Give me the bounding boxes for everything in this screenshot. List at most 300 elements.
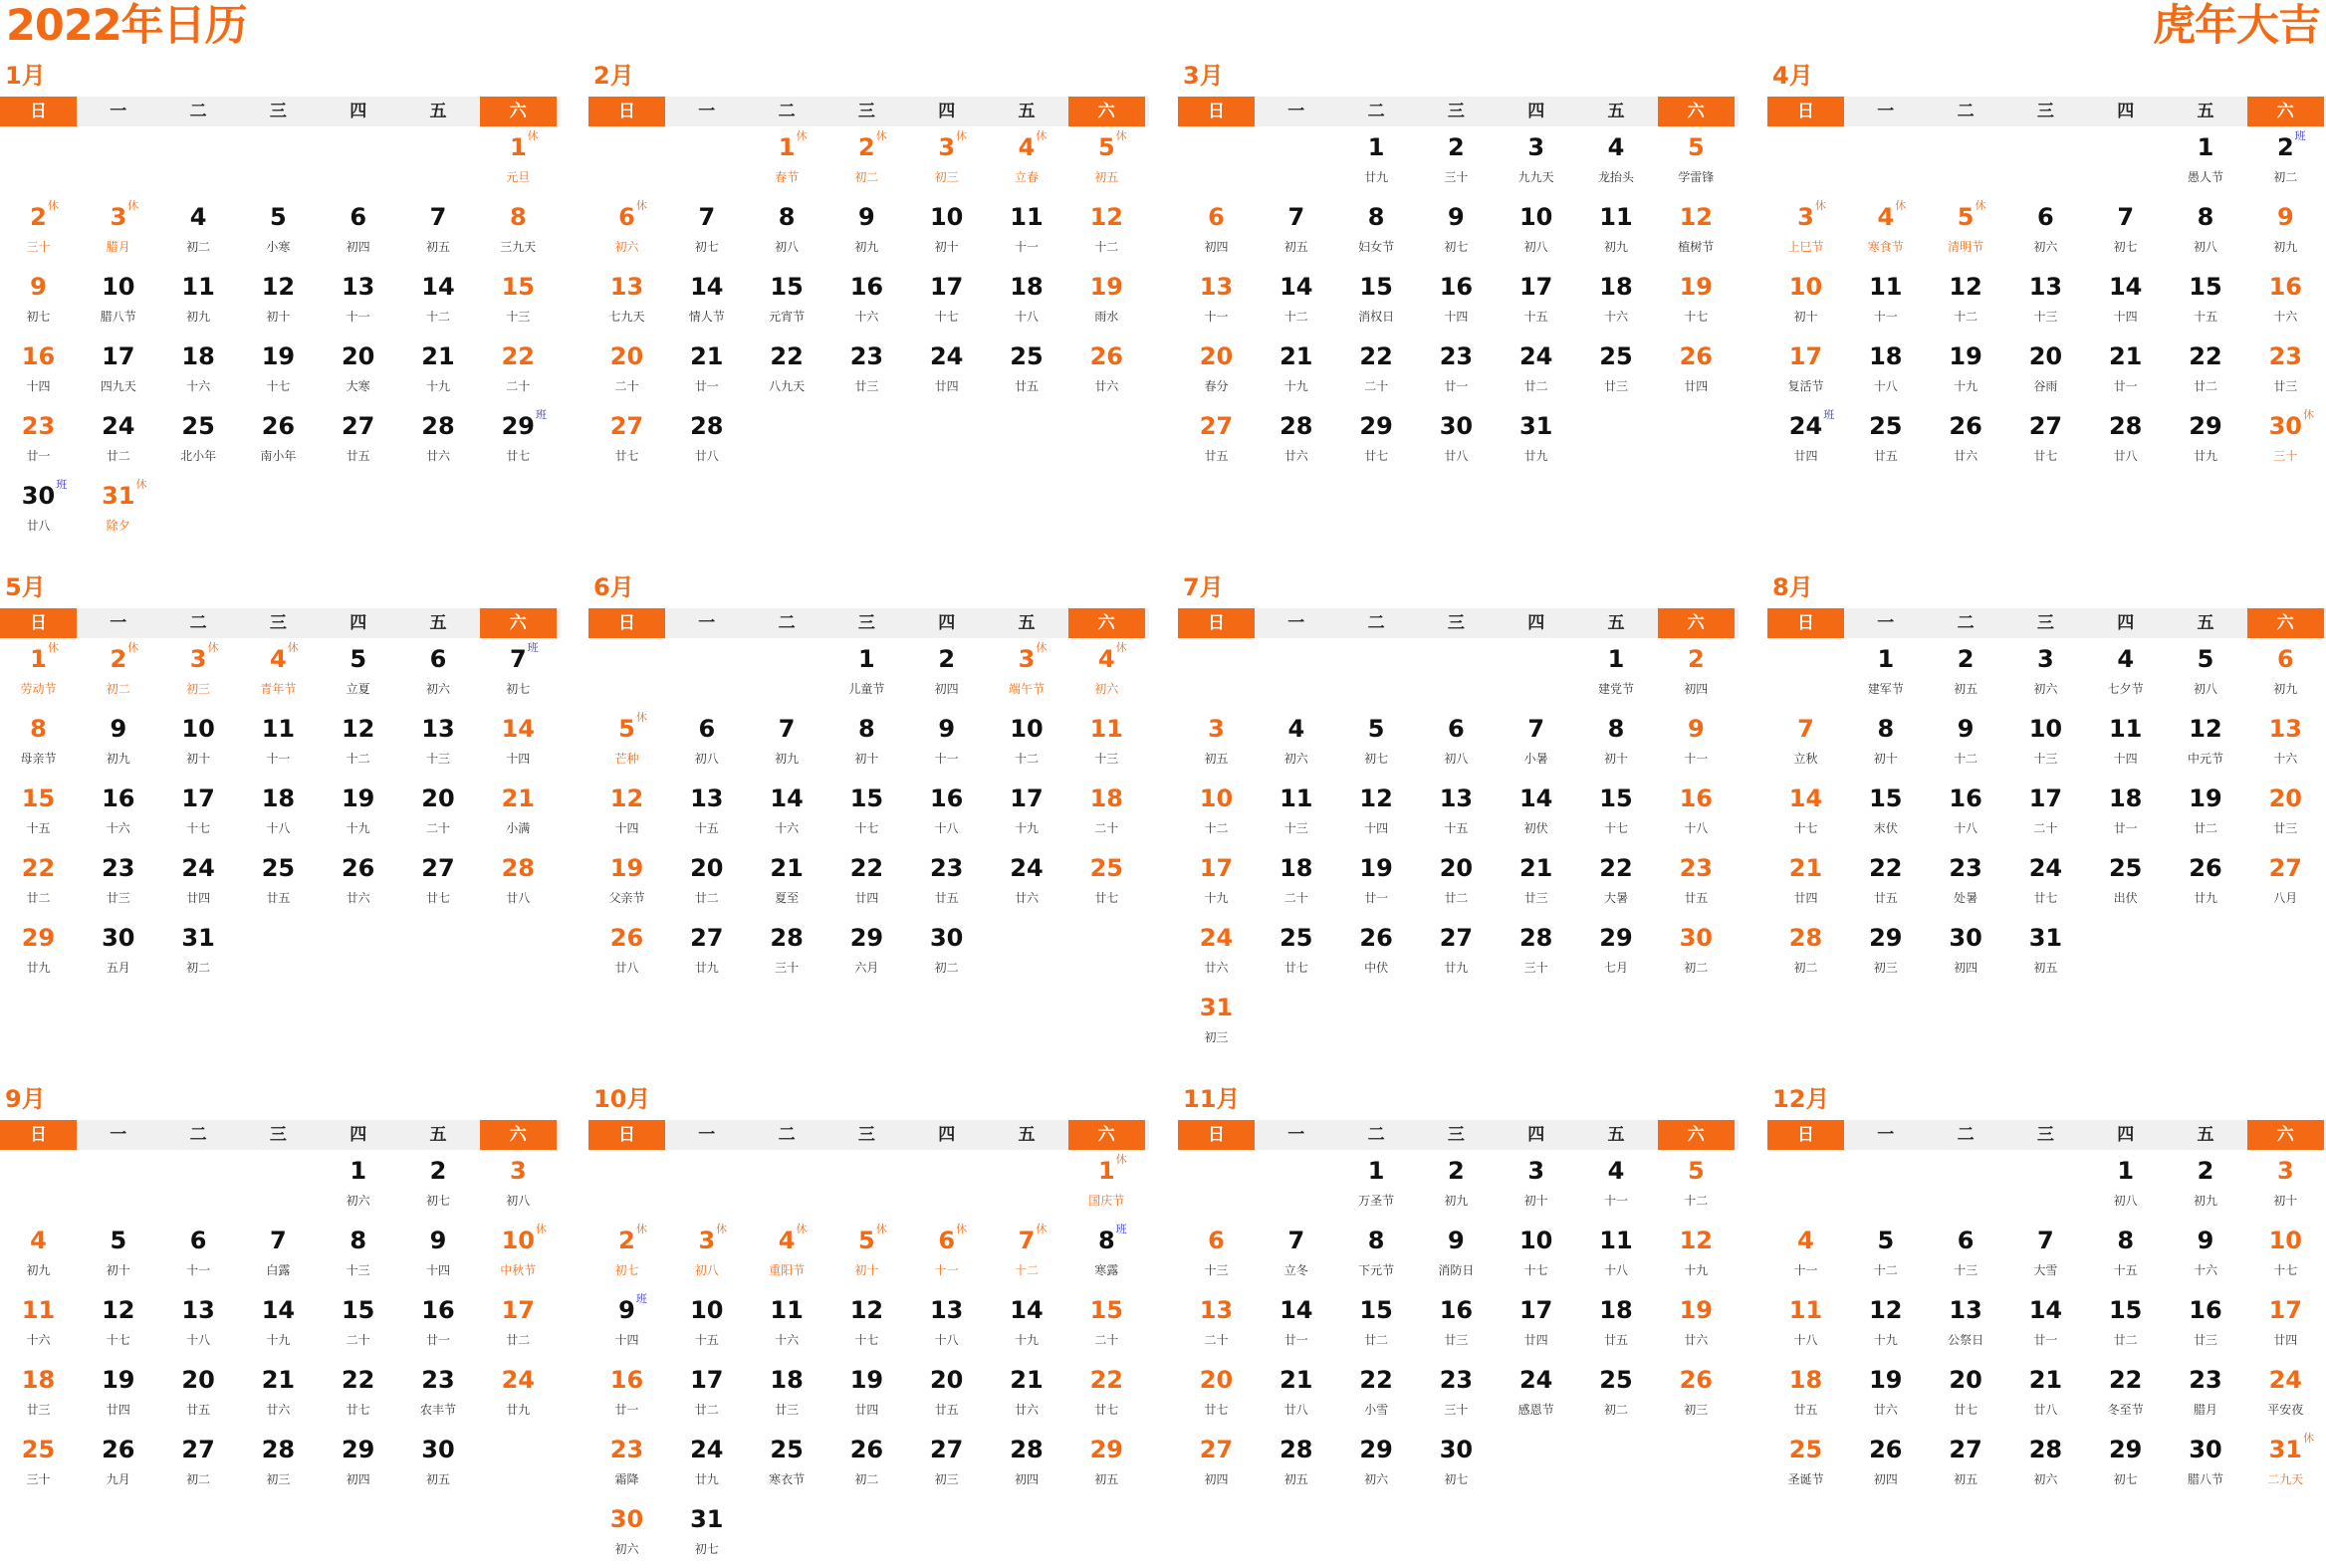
day-cell[interactable]	[1418, 266, 1495, 336]
day-cell[interactable]	[908, 917, 985, 987]
day-cell[interactable]	[1178, 1429, 1255, 1498]
day-cell[interactable]	[1258, 336, 1334, 405]
day-cell[interactable]	[1178, 405, 1255, 475]
day-cell[interactable]	[1578, 1289, 1655, 1359]
day-cell[interactable]	[828, 917, 905, 987]
day-cell[interactable]	[2087, 1150, 2164, 1220]
day-cell[interactable]	[908, 336, 985, 405]
day-cell[interactable]	[80, 266, 156, 336]
day-cell[interactable]	[1418, 126, 1495, 196]
day-cell[interactable]	[320, 1359, 396, 1429]
day-cell[interactable]	[400, 847, 477, 917]
day-cell[interactable]	[0, 847, 77, 917]
day-cell[interactable]	[160, 266, 237, 336]
day-cell[interactable]	[2087, 1359, 2164, 1429]
day-cell[interactable]	[1578, 847, 1655, 917]
day-cell[interactable]	[320, 1220, 396, 1289]
day-cell[interactable]	[2007, 638, 2084, 708]
day-cell[interactable]	[2168, 1359, 2244, 1429]
day-cell[interactable]	[1767, 1429, 1844, 1498]
day-cell[interactable]	[2247, 126, 2324, 196]
day-cell[interactable]	[1068, 1359, 1145, 1429]
day-cell[interactable]	[1578, 638, 1655, 708]
day-cell[interactable]	[0, 475, 77, 545]
day-cell[interactable]	[668, 917, 745, 987]
day-cell[interactable]	[588, 196, 665, 266]
day-cell[interactable]	[1178, 1359, 1255, 1429]
day-cell[interactable]	[80, 847, 156, 917]
day-cell[interactable]	[1767, 708, 1844, 778]
day-cell[interactable]	[1578, 1150, 1655, 1220]
day-cell[interactable]	[1847, 847, 1924, 917]
day-cell[interactable]	[320, 847, 396, 917]
day-cell[interactable]	[1658, 1359, 1735, 1429]
day-cell[interactable]	[480, 638, 557, 708]
day-cell[interactable]	[588, 336, 665, 405]
day-cell[interactable]	[2087, 847, 2164, 917]
day-cell[interactable]	[0, 708, 77, 778]
day-cell[interactable]	[1767, 917, 1844, 987]
day-cell[interactable]	[668, 336, 745, 405]
day-cell[interactable]	[1338, 847, 1415, 917]
day-cell[interactable]	[2168, 778, 2244, 847]
day-cell[interactable]	[480, 1220, 557, 1289]
day-cell[interactable]	[240, 1220, 317, 1289]
day-cell[interactable]	[1658, 266, 1735, 336]
day-cell[interactable]	[2007, 1429, 2084, 1498]
day-cell[interactable]	[989, 1220, 1065, 1289]
day-cell[interactable]	[2007, 847, 2084, 917]
day-cell[interactable]	[160, 336, 237, 405]
day-cell[interactable]	[749, 917, 825, 987]
day-cell[interactable]	[1178, 987, 1255, 1056]
day-cell[interactable]	[1767, 778, 1844, 847]
day-cell[interactable]	[1498, 847, 1574, 917]
day-cell[interactable]	[2168, 126, 2244, 196]
day-cell[interactable]	[989, 708, 1065, 778]
day-cell[interactable]	[1658, 1150, 1735, 1220]
day-cell[interactable]	[588, 1289, 665, 1359]
day-cell[interactable]	[1338, 1429, 1415, 1498]
day-cell[interactable]	[828, 196, 905, 266]
day-cell[interactable]	[240, 1289, 317, 1359]
day-cell[interactable]	[828, 336, 905, 405]
day-cell[interactable]	[160, 917, 237, 987]
day-cell[interactable]	[1068, 1220, 1145, 1289]
day-cell[interactable]	[2247, 196, 2324, 266]
day-cell[interactable]	[240, 405, 317, 475]
day-cell[interactable]	[1498, 336, 1574, 405]
day-cell[interactable]	[1847, 1359, 1924, 1429]
day-cell[interactable]	[908, 266, 985, 336]
day-cell[interactable]	[908, 1220, 985, 1289]
day-cell[interactable]	[588, 1220, 665, 1289]
day-cell[interactable]	[1498, 266, 1574, 336]
day-cell[interactable]	[400, 1429, 477, 1498]
day-cell[interactable]	[2247, 638, 2324, 708]
day-cell[interactable]	[160, 847, 237, 917]
day-cell[interactable]	[2087, 196, 2164, 266]
day-cell[interactable]	[2007, 266, 2084, 336]
day-cell[interactable]	[0, 917, 77, 987]
day-cell[interactable]	[160, 405, 237, 475]
day-cell[interactable]	[1847, 917, 1924, 987]
day-cell[interactable]	[2168, 1289, 2244, 1359]
day-cell[interactable]	[749, 336, 825, 405]
day-cell[interactable]	[1258, 1289, 1334, 1359]
day-cell[interactable]	[2247, 708, 2324, 778]
day-cell[interactable]	[908, 126, 985, 196]
day-cell[interactable]	[2087, 778, 2164, 847]
day-cell[interactable]	[668, 778, 745, 847]
day-cell[interactable]	[1178, 778, 1255, 847]
day-cell[interactable]	[1418, 336, 1495, 405]
day-cell[interactable]	[1498, 1220, 1574, 1289]
day-cell[interactable]	[2087, 708, 2164, 778]
day-cell[interactable]	[2168, 1150, 2244, 1220]
day-cell[interactable]	[749, 1359, 825, 1429]
day-cell[interactable]	[160, 778, 237, 847]
day-cell[interactable]	[749, 266, 825, 336]
day-cell[interactable]	[1658, 1289, 1735, 1359]
day-cell[interactable]	[1178, 196, 1255, 266]
day-cell[interactable]	[2087, 638, 2164, 708]
day-cell[interactable]	[2247, 405, 2324, 475]
day-cell[interactable]	[1258, 1429, 1334, 1498]
day-cell[interactable]	[1068, 708, 1145, 778]
day-cell[interactable]	[240, 266, 317, 336]
day-cell[interactable]	[0, 1220, 77, 1289]
day-cell[interactable]	[1498, 708, 1574, 778]
day-cell[interactable]	[1068, 1150, 1145, 1220]
day-cell[interactable]	[1928, 336, 2004, 405]
day-cell[interactable]	[1068, 1289, 1145, 1359]
day-cell[interactable]	[1658, 1220, 1735, 1289]
day-cell[interactable]	[1178, 708, 1255, 778]
day-cell[interactable]	[2247, 847, 2324, 917]
day-cell[interactable]	[2087, 1220, 2164, 1289]
day-cell[interactable]	[668, 1429, 745, 1498]
day-cell[interactable]	[80, 1359, 156, 1429]
day-cell[interactable]	[2168, 847, 2244, 917]
day-cell[interactable]	[2007, 336, 2084, 405]
day-cell[interactable]	[2168, 266, 2244, 336]
day-cell[interactable]	[1258, 266, 1334, 336]
day-cell[interactable]	[2247, 1289, 2324, 1359]
day-cell[interactable]	[828, 1429, 905, 1498]
day-cell[interactable]	[320, 1289, 396, 1359]
day-cell[interactable]	[989, 266, 1065, 336]
day-cell[interactable]	[1068, 638, 1145, 708]
day-cell[interactable]	[2168, 1220, 2244, 1289]
day-cell[interactable]	[400, 778, 477, 847]
day-cell[interactable]	[2007, 405, 2084, 475]
day-cell[interactable]	[588, 917, 665, 987]
day-cell[interactable]	[80, 1429, 156, 1498]
day-cell[interactable]	[1928, 778, 2004, 847]
day-cell[interactable]	[1767, 336, 1844, 405]
day-cell[interactable]	[160, 1429, 237, 1498]
day-cell[interactable]	[1847, 1220, 1924, 1289]
day-cell[interactable]	[480, 847, 557, 917]
day-cell[interactable]	[1658, 336, 1735, 405]
day-cell[interactable]	[400, 1220, 477, 1289]
day-cell[interactable]	[320, 196, 396, 266]
day-cell[interactable]	[1658, 917, 1735, 987]
day-cell[interactable]	[1338, 1150, 1415, 1220]
day-cell[interactable]	[1928, 847, 2004, 917]
day-cell[interactable]	[588, 708, 665, 778]
day-cell[interactable]	[1418, 1289, 1495, 1359]
day-cell[interactable]	[80, 405, 156, 475]
day-cell[interactable]	[1068, 847, 1145, 917]
day-cell[interactable]	[320, 1429, 396, 1498]
day-cell[interactable]	[908, 638, 985, 708]
day-cell[interactable]	[2247, 266, 2324, 336]
day-cell[interactable]	[1847, 638, 1924, 708]
day-cell[interactable]	[1068, 196, 1145, 266]
day-cell[interactable]	[2247, 1429, 2324, 1498]
day-cell[interactable]	[1418, 778, 1495, 847]
day-cell[interactable]	[828, 1289, 905, 1359]
day-cell[interactable]	[1578, 196, 1655, 266]
day-cell[interactable]	[1418, 917, 1495, 987]
day-cell[interactable]	[1578, 708, 1655, 778]
day-cell[interactable]	[2007, 1359, 2084, 1429]
day-cell[interactable]	[2087, 1429, 2164, 1498]
day-cell[interactable]	[1847, 778, 1924, 847]
day-cell[interactable]	[828, 126, 905, 196]
day-cell[interactable]	[0, 405, 77, 475]
day-cell[interactable]	[1578, 1220, 1655, 1289]
day-cell[interactable]	[1258, 778, 1334, 847]
day-cell[interactable]	[1178, 1289, 1255, 1359]
day-cell[interactable]	[668, 1220, 745, 1289]
day-cell[interactable]	[1578, 266, 1655, 336]
day-cell[interactable]	[749, 847, 825, 917]
day-cell[interactable]	[1498, 1359, 1574, 1429]
day-cell[interactable]	[1258, 847, 1334, 917]
day-cell[interactable]	[1498, 1289, 1574, 1359]
day-cell[interactable]	[240, 1359, 317, 1429]
day-cell[interactable]	[828, 638, 905, 708]
day-cell[interactable]	[1658, 126, 1735, 196]
day-cell[interactable]	[480, 405, 557, 475]
day-cell[interactable]	[2247, 1359, 2324, 1429]
day-cell[interactable]	[1658, 196, 1735, 266]
day-cell[interactable]	[1418, 1220, 1495, 1289]
day-cell[interactable]	[668, 1289, 745, 1359]
day-cell[interactable]	[0, 1289, 77, 1359]
day-cell[interactable]	[1068, 266, 1145, 336]
day-cell[interactable]	[320, 266, 396, 336]
day-cell[interactable]	[1767, 1289, 1844, 1359]
day-cell[interactable]	[1847, 1429, 1924, 1498]
day-cell[interactable]	[480, 336, 557, 405]
day-cell[interactable]	[480, 196, 557, 266]
day-cell[interactable]	[160, 196, 237, 266]
day-cell[interactable]	[749, 196, 825, 266]
day-cell[interactable]	[400, 405, 477, 475]
day-cell[interactable]	[400, 708, 477, 778]
day-cell[interactable]	[989, 847, 1065, 917]
day-cell[interactable]	[160, 638, 237, 708]
day-cell[interactable]	[320, 778, 396, 847]
day-cell[interactable]	[588, 778, 665, 847]
day-cell[interactable]	[1338, 336, 1415, 405]
day-cell[interactable]	[668, 1359, 745, 1429]
day-cell[interactable]	[240, 778, 317, 847]
day-cell[interactable]	[1578, 1359, 1655, 1429]
day-cell[interactable]	[908, 847, 985, 917]
day-cell[interactable]	[160, 708, 237, 778]
day-cell[interactable]	[320, 405, 396, 475]
day-cell[interactable]	[989, 1429, 1065, 1498]
day-cell[interactable]	[2168, 196, 2244, 266]
day-cell[interactable]	[1258, 708, 1334, 778]
day-cell[interactable]	[2087, 266, 2164, 336]
day-cell[interactable]	[1578, 778, 1655, 847]
day-cell[interactable]	[989, 1359, 1065, 1429]
day-cell[interactable]	[1767, 266, 1844, 336]
day-cell[interactable]	[1928, 405, 2004, 475]
day-cell[interactable]	[480, 1150, 557, 1220]
day-cell[interactable]	[1767, 196, 1844, 266]
day-cell[interactable]	[668, 405, 745, 475]
day-cell[interactable]	[400, 196, 477, 266]
day-cell[interactable]	[80, 638, 156, 708]
day-cell[interactable]	[400, 638, 477, 708]
day-cell[interactable]	[480, 266, 557, 336]
day-cell[interactable]	[1258, 196, 1334, 266]
day-cell[interactable]	[0, 1359, 77, 1429]
day-cell[interactable]	[160, 1359, 237, 1429]
day-cell[interactable]	[828, 1220, 905, 1289]
day-cell[interactable]	[668, 708, 745, 778]
day-cell[interactable]	[480, 778, 557, 847]
day-cell[interactable]	[80, 778, 156, 847]
day-cell[interactable]	[1498, 196, 1574, 266]
day-cell[interactable]	[320, 638, 396, 708]
day-cell[interactable]	[1847, 196, 1924, 266]
day-cell[interactable]	[588, 847, 665, 917]
day-cell[interactable]	[1258, 405, 1334, 475]
day-cell[interactable]	[1928, 1359, 2004, 1429]
day-cell[interactable]	[0, 336, 77, 405]
day-cell[interactable]	[1847, 336, 1924, 405]
day-cell[interactable]	[0, 778, 77, 847]
day-cell[interactable]	[989, 778, 1065, 847]
day-cell[interactable]	[1658, 847, 1735, 917]
day-cell[interactable]	[2168, 336, 2244, 405]
day-cell[interactable]	[1658, 638, 1735, 708]
day-cell[interactable]	[2247, 778, 2324, 847]
day-cell[interactable]	[749, 1429, 825, 1498]
day-cell[interactable]	[1928, 1289, 2004, 1359]
day-cell[interactable]	[1658, 708, 1735, 778]
day-cell[interactable]	[320, 336, 396, 405]
day-cell[interactable]	[160, 1289, 237, 1359]
day-cell[interactable]	[749, 708, 825, 778]
day-cell[interactable]	[240, 1429, 317, 1498]
day-cell[interactable]	[1338, 708, 1415, 778]
day-cell[interactable]	[1418, 196, 1495, 266]
day-cell[interactable]	[1847, 1289, 1924, 1359]
day-cell[interactable]	[1498, 1150, 1574, 1220]
day-cell[interactable]	[908, 778, 985, 847]
day-cell[interactable]	[749, 778, 825, 847]
day-cell[interactable]	[400, 336, 477, 405]
day-cell[interactable]	[828, 708, 905, 778]
day-cell[interactable]	[1578, 336, 1655, 405]
day-cell[interactable]	[1338, 196, 1415, 266]
day-cell[interactable]	[1418, 1429, 1495, 1498]
day-cell[interactable]	[320, 708, 396, 778]
day-cell[interactable]	[2007, 778, 2084, 847]
day-cell[interactable]	[1178, 917, 1255, 987]
day-cell[interactable]	[2007, 708, 2084, 778]
day-cell[interactable]	[80, 196, 156, 266]
day-cell[interactable]	[2168, 405, 2244, 475]
day-cell[interactable]	[2247, 336, 2324, 405]
day-cell[interactable]	[1418, 405, 1495, 475]
day-cell[interactable]	[2087, 405, 2164, 475]
day-cell[interactable]	[1178, 847, 1255, 917]
day-cell[interactable]	[160, 1220, 237, 1289]
day-cell[interactable]	[1928, 196, 2004, 266]
day-cell[interactable]	[1658, 778, 1735, 847]
day-cell[interactable]	[2168, 708, 2244, 778]
day-cell[interactable]	[2007, 196, 2084, 266]
day-cell[interactable]	[240, 847, 317, 917]
day-cell[interactable]	[2247, 1150, 2324, 1220]
day-cell[interactable]	[1258, 1359, 1334, 1429]
day-cell[interactable]	[908, 1289, 985, 1359]
day-cell[interactable]	[828, 847, 905, 917]
day-cell[interactable]	[1258, 917, 1334, 987]
day-cell[interactable]	[1928, 638, 2004, 708]
day-cell[interactable]	[1068, 1429, 1145, 1498]
day-cell[interactable]	[1418, 1359, 1495, 1429]
day-cell[interactable]	[1418, 1150, 1495, 1220]
day-cell[interactable]	[2168, 638, 2244, 708]
day-cell[interactable]	[1068, 336, 1145, 405]
day-cell[interactable]	[1068, 126, 1145, 196]
day-cell[interactable]	[668, 847, 745, 917]
day-cell[interactable]	[1928, 708, 2004, 778]
day-cell[interactable]	[989, 126, 1065, 196]
day-cell[interactable]	[1418, 708, 1495, 778]
day-cell[interactable]	[1338, 1359, 1415, 1429]
day-cell[interactable]	[80, 708, 156, 778]
day-cell[interactable]	[1338, 1289, 1415, 1359]
day-cell[interactable]	[1178, 266, 1255, 336]
day-cell[interactable]	[1767, 405, 1844, 475]
day-cell[interactable]	[400, 1359, 477, 1429]
day-cell[interactable]	[828, 266, 905, 336]
day-cell[interactable]	[1578, 917, 1655, 987]
day-cell[interactable]	[1068, 778, 1145, 847]
day-cell[interactable]	[989, 196, 1065, 266]
day-cell[interactable]	[989, 638, 1065, 708]
day-cell[interactable]	[80, 475, 156, 545]
day-cell[interactable]	[80, 1220, 156, 1289]
day-cell[interactable]	[1178, 1220, 1255, 1289]
day-cell[interactable]	[0, 638, 77, 708]
day-cell[interactable]	[1418, 847, 1495, 917]
day-cell[interactable]	[1928, 1220, 2004, 1289]
day-cell[interactable]	[1498, 126, 1574, 196]
